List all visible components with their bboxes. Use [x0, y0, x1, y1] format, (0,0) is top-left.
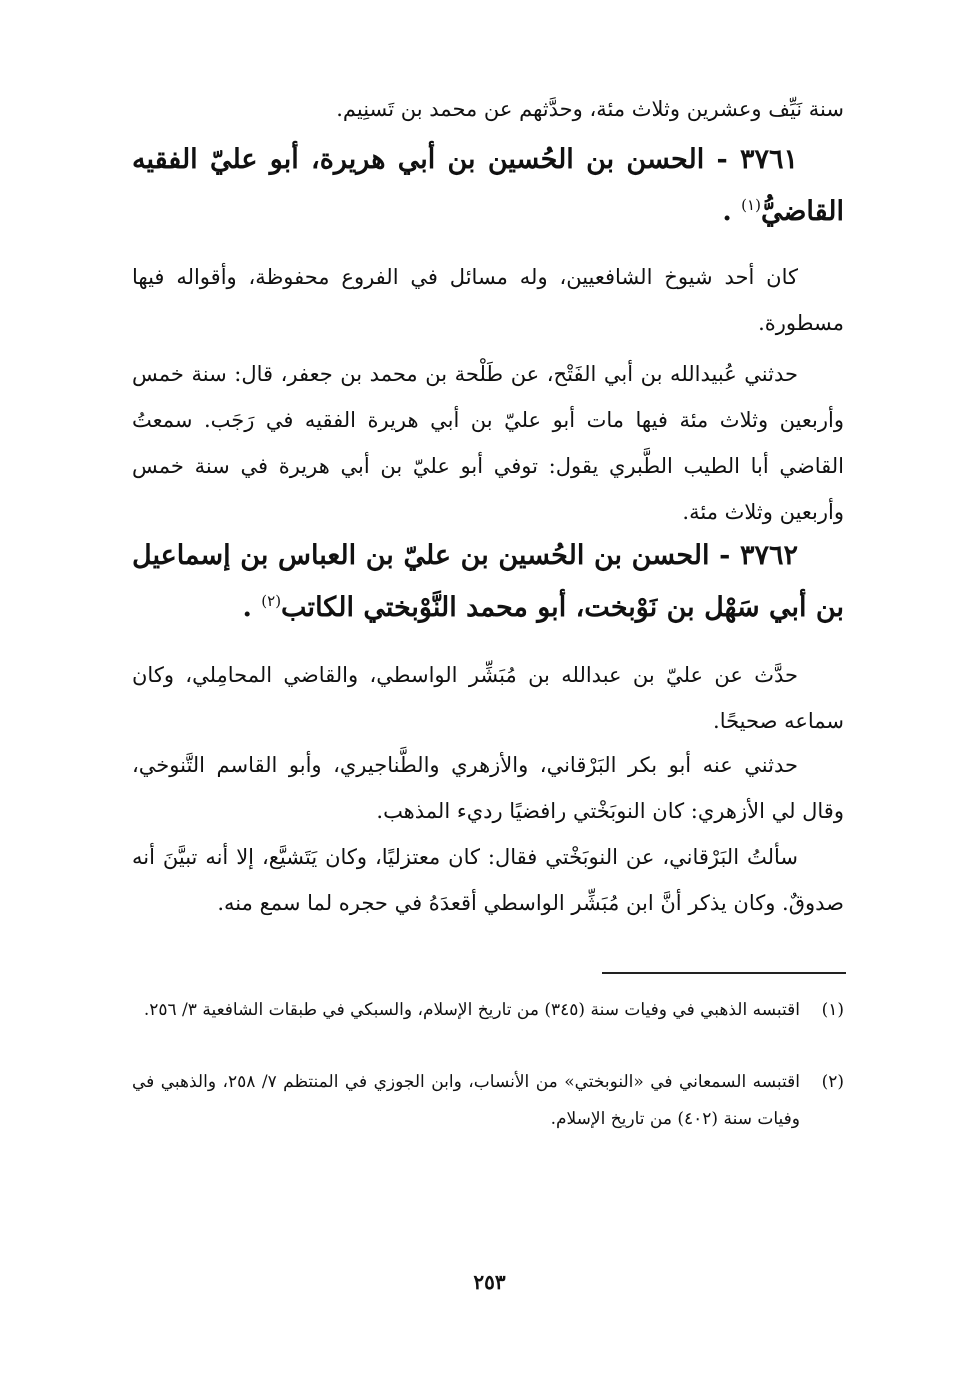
footnote-separator [602, 972, 846, 974]
footnote-ref-1: (١) [741, 196, 761, 214]
footnote-2 [132, 1064, 844, 1138]
paragraph-death-report: حدثني عُبيدالله بن أبي الفَتْح، عن طَلْحة بن محمد بن جعفر، قال: سنة خمس وأربعين وثلاث مئة فيها مات أبو عليّ بن أبي هريرة الفقيه في رَجَب. سمعتُ القاضي أبا الطيب الطَّبري يقول: توفي أبو عليّ بن أبي هريرة في سنة خمس وأربعين وثلاث مئة. [132, 362, 844, 524]
footnote-number: (٢) [821, 1072, 844, 1092]
entry-heading-3762-text: ٣٧٦٢ - الحسن بن الحُسين بن عليّ بن العباس بن إسماعيل بن أبي سَهْل بن نَوْبخت، أبو محمد النَّوْبختي الكاتب [132, 540, 844, 623]
footnote-ref-2: (٢) [261, 592, 282, 610]
entry-heading-3761 [132, 134, 844, 238]
footnote-text: اقتبسه السمعاني في «النوبختي» من الأنساب، وابن الجوزي في المنتظم ٧/ ٢٥٨، والذهبي في وفيات سنة (٤٠٢) من تاريخ الإسلام. [132, 1072, 801, 1129]
paragraph-continuation: سنة نَيِّف وعشرين وثلاث مئة، وحدَّثهم عن محمد بن تَسنِيم. [336, 97, 844, 121]
paragraph-narrated-by: حدثني عنه أبو بكر البَرْقاني، والأزهري والطَّناجيري، وأبو القاسم التَّنوخي، وقال لي الأزهري: كان النوبَخْتي رافضيًا رديء المذهب. [132, 753, 844, 823]
entry-heading-3762 [132, 530, 844, 634]
footnote-text: اقتبسه الذهبي في وفيات سنة (٣٤٥) من تاريخ الإسلام، والسبكي في طبقات الشافعية ٣/ ٢٥٦. [143, 1000, 800, 1020]
entry-heading-3761-text: ٣٧٦١ - الحسن بن الحُسين بن أبي هريرة، أبو عليّ الفقيه القاضيُّ [132, 144, 844, 227]
paragraph-shafii-status: كان أحد شيوخ الشافعيين، وله مسائل في الفروع محفوظة، وأقواله فيها مسطورة. [132, 265, 844, 335]
footnote-1 [132, 992, 844, 1029]
paragraph-narrated-from: حدَّث عن عليّ بن عبدالله بن مُبَشِّر الواسطي، والقاضي المحامِلي، وكان سماعه صحيحًا. [132, 663, 844, 733]
page-number: ٢٥٣ [473, 1270, 506, 1294]
footnote-number: (١) [821, 1000, 844, 1020]
heading-end-punct: . [242, 592, 262, 623]
paragraph-barqani-opinion: سألتُ البَرْقاني، عن النوبَخْتي فقال: كان معتزليًا، وكان يَتَشيَّع، إلا أنه تبيَّنَ أنه صدوقٌ. وكان يذكر أنَّ ابن مُبَشِّر الواسطي أقعدَهُ في حجره لما سمع منه. [132, 845, 844, 915]
heading-end-punct: . [722, 196, 742, 227]
